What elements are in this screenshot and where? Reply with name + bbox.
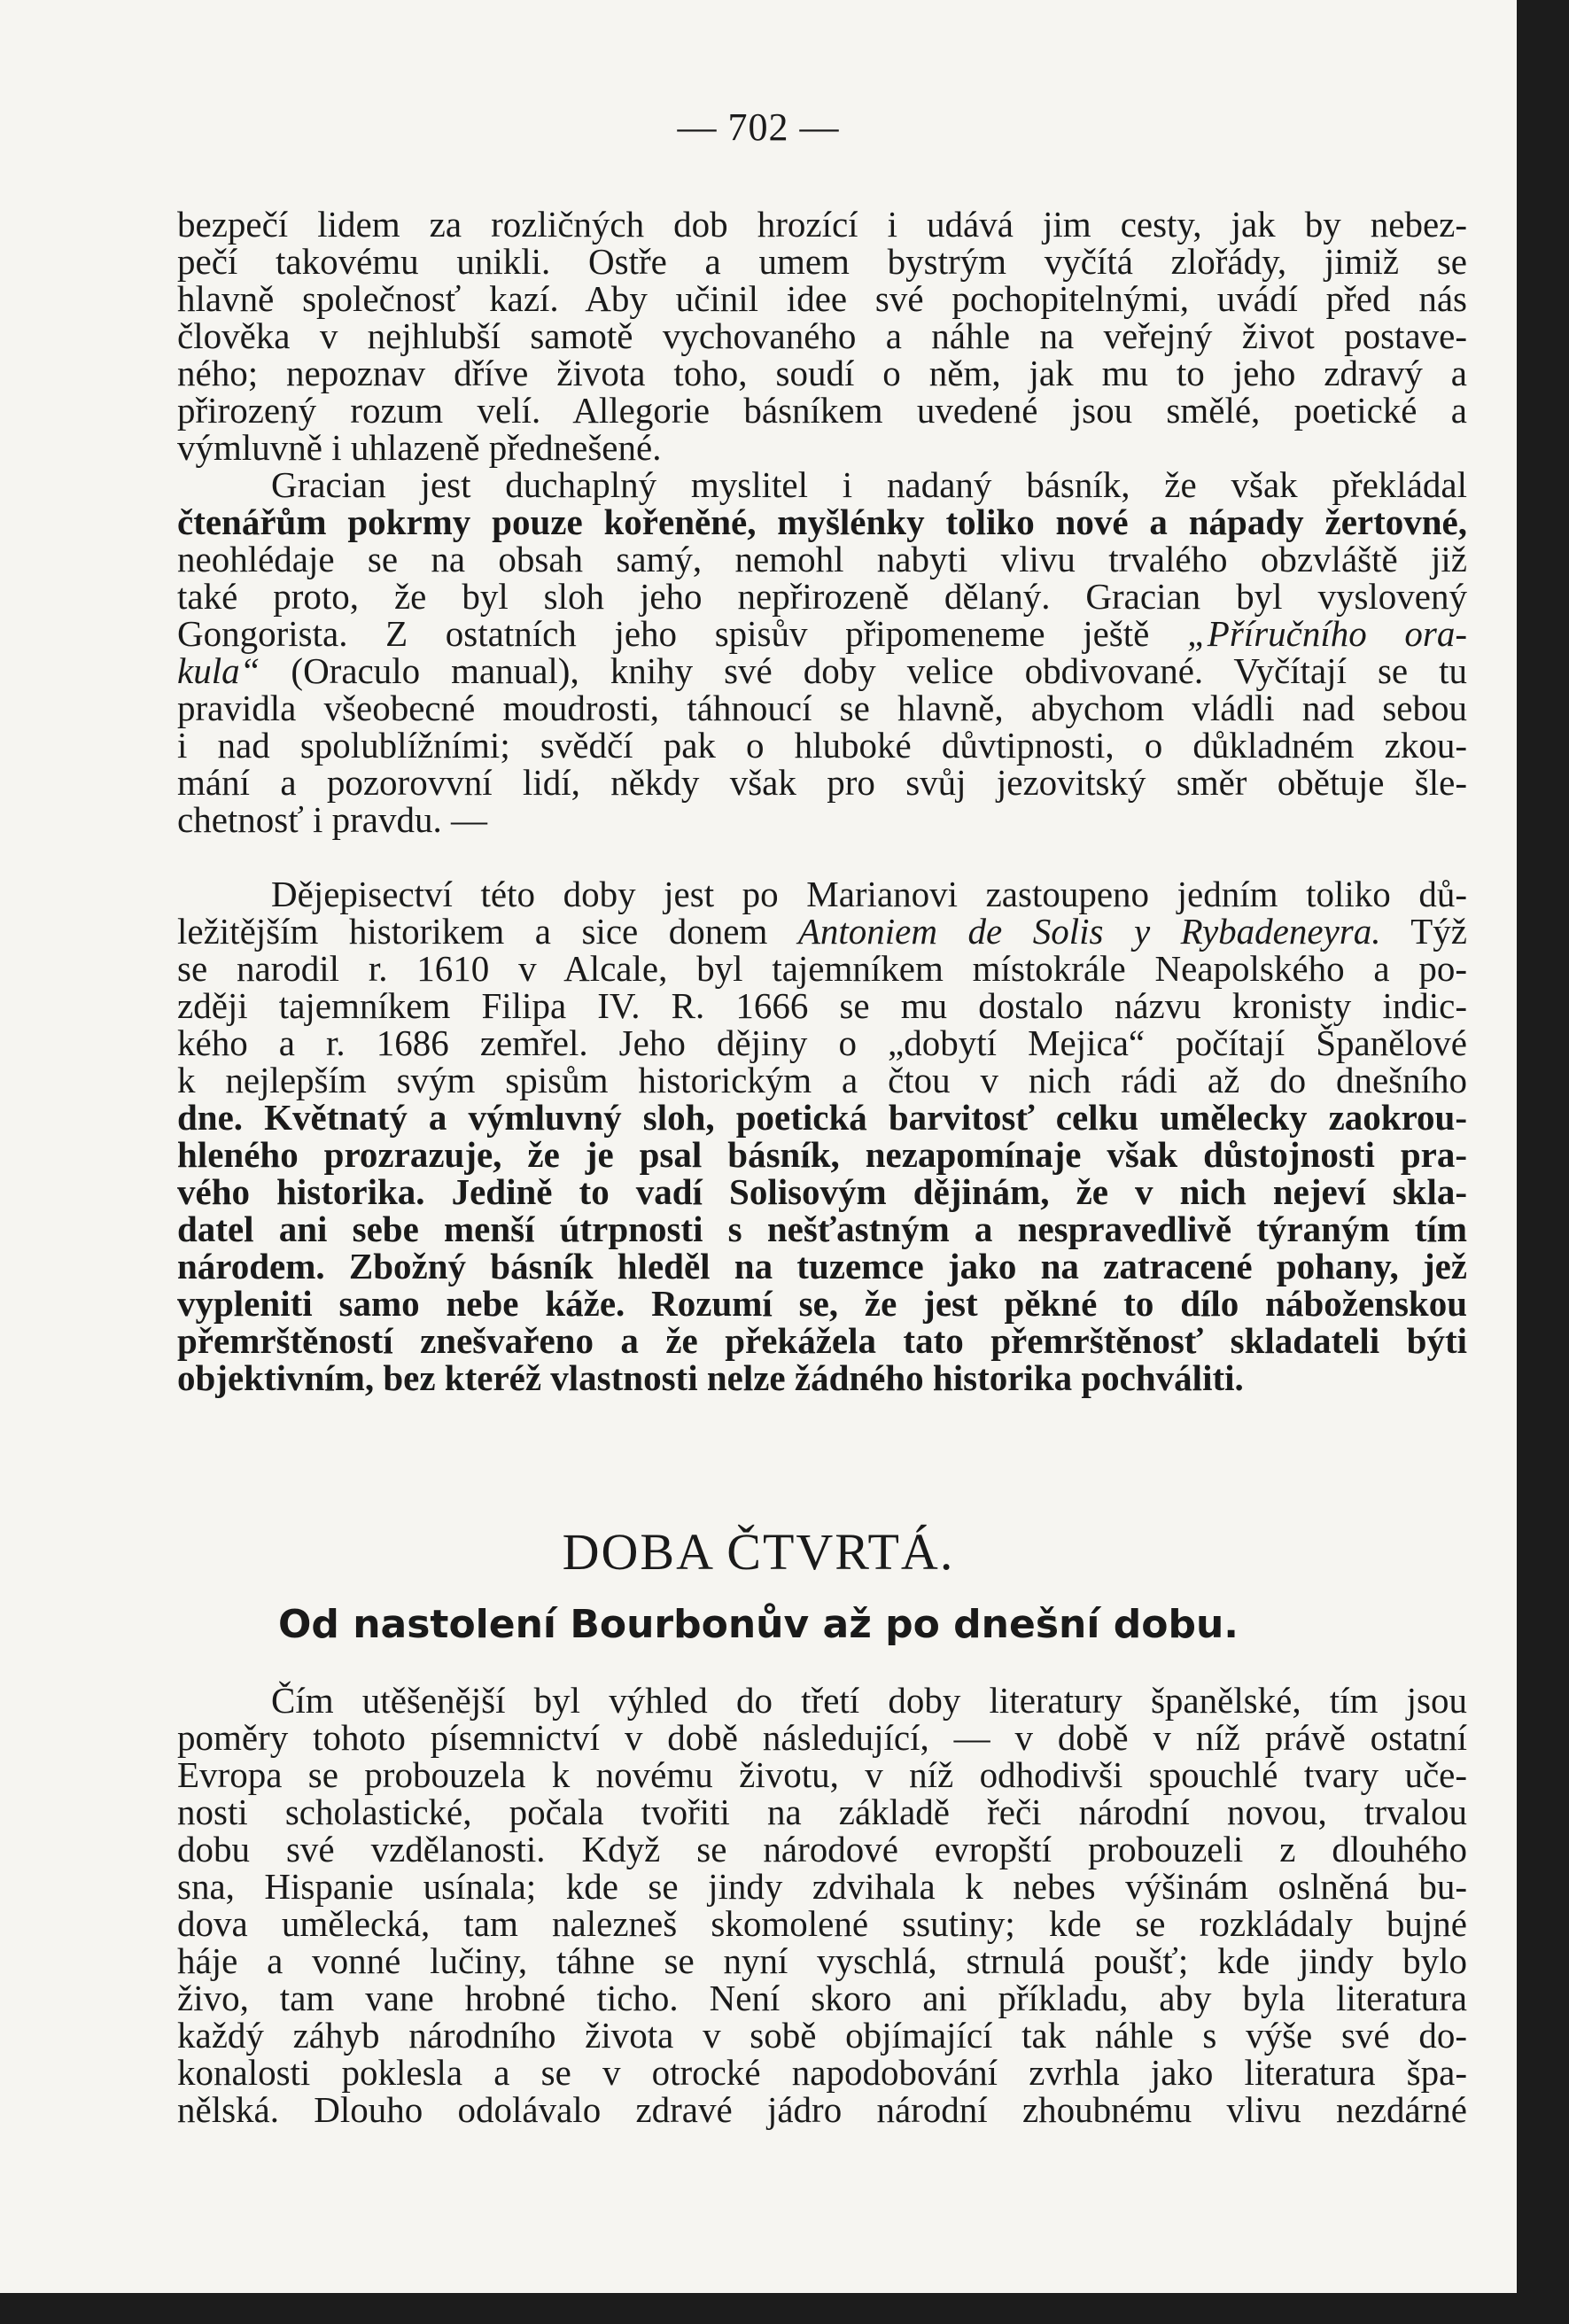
text-line: dne. Květnatý a výmluvný sloh, poetická barvitosť celku umělecky zaokrou- <box>177 1097 1467 1138</box>
text-line: živo, tam vane hrobné ticho. Není skoro ani příkladu, aby byla literatura <box>177 1978 1467 2018</box>
paragraph-solis <box>177 875 1467 1396</box>
text-line: pravidla všeobecné moudrosti, táhnoucí se hlavně, abychom vládli nad sebou <box>177 688 1467 728</box>
text-line: k nejlepším svým spisům historickým a čtou v nich rádi až do dnešního <box>177 1060 1467 1100</box>
text-line: vypleniti samo nebe káže. Rozumí se, že jest pěkné to dílo náboženskou <box>177 1283 1467 1324</box>
text-line <box>177 913 1467 950</box>
text-line: i nad spolublížními; svědčí pak o hluboké důvtipnosti, o důkladném zkou- <box>177 725 1467 766</box>
chapter-title: DOBA ČTVRTÁ. <box>562 1523 955 1581</box>
text-line: pečí takovému unikli. Ostře a umem bystrým vyčítá zlořády, jimiž se <box>177 241 1467 282</box>
text-run: (Oraculo manual), knihy své doby velice obdivované. Vyčítají se tu <box>291 650 1468 691</box>
text-line: Evropa se probouzela k novému životu, v níž odhodivši spouchlé tvary uče- <box>177 1754 1467 1795</box>
text-line: každý záhyb národního života v sobě objímající tak náhle s výše své do- <box>177 2015 1467 2056</box>
text-line: nělská. Dlouho odolávalo zdravé jádro národní zhoubnému vlivu nezdárné <box>177 2089 1467 2130</box>
text-line: chetnosť i pravdu. — <box>177 799 488 840</box>
text-line: dova umělecká, tam nalezneš skomolené ssutiny; kde se rozkládaly bujné <box>177 1903 1467 1944</box>
text-line: konalosti poklesla a se v otrocké napodobování zvrhla jako literatura špa- <box>177 2052 1467 2093</box>
text-line: přirozený rozum velí. Allegorie básníkem uvedené jsou smělé, poetické a <box>177 390 1467 431</box>
text-line: se narodil r. 1610 v Alcale, byl tajemníkem místokrále Neapolského a po- <box>177 948 1467 989</box>
text-line: také proto, že byl sloh jeho nepřirozeně dělaný. Gracian byl vyslovený <box>177 576 1467 617</box>
text-line: hlavně společnosť kazí. Aby učinil idee své pochopitelnými, uvádí před nás <box>177 278 1467 319</box>
text-line: objektivním, bez kteréž vlastnosti nelze žádného historika pochváliti. <box>177 1357 1244 1398</box>
chapter-subtitle: Od nastolení Bourbonův až po dnešní dobu. <box>278 1602 1239 1647</box>
paragraph-gracian <box>177 466 1467 838</box>
text-line: hleného prozrazuje, že je psal básník, nezapomínaje však důstojnosti pra- <box>177 1134 1467 1175</box>
book-title-italic: kula“ <box>177 650 260 691</box>
book-title-italic: „Příručního ora- <box>1187 613 1467 654</box>
text-line: čtenářům pokrmy pouze kořeněné, myšlénky toliko nové a nápady žertovné, <box>177 501 1467 542</box>
text-line: Gracian jest duchaplný myslitel i nadaný básník, že však překládal <box>271 464 1467 505</box>
text-line: dobu své vzdělanosti. Když se národové evropští probouzeli z dlouhého <box>177 1829 1467 1869</box>
page-number: — 702 — <box>677 105 840 149</box>
scan-border-bottom <box>0 2293 1569 2324</box>
text-run: ležitějším historikem a sice donem <box>177 911 768 952</box>
text-line: háje a vonné lučiny, táhne se nyní vyschlá, strnulá poušť; kde jindy bylo <box>177 1940 1467 1981</box>
text-line: ného; nepoznav dříve života toho, soudí o něm, jak mu to jeho zdravý a <box>177 353 1467 393</box>
text-line: kého a r. 1686 zemřel. Jeho dějiny o „dobytí Mejica“ počítají Španělové <box>177 1022 1467 1063</box>
text-line: vého historika. Jedině to vadí Solisovým dějinám, že v nich nejeví skla- <box>177 1171 1467 1212</box>
text-line <box>177 615 1467 652</box>
paragraph-continuation <box>177 206 1467 466</box>
text-line: bezpečí lidem za rozličných dob hrozící i udává jim cesty, jak by nebez- <box>177 204 1467 245</box>
text-line: přemrštěností znešvařeno a že překážela tato přemrštěnosť skladateli býti <box>177 1320 1467 1361</box>
text-line: datel ani sebe menší útrpnosti s nešťastným a nespravedlivě týraným tím <box>177 1209 1467 1249</box>
text-line: poměry tohoto písemnictví v době následující, — v době v níž právě ostatní <box>177 1717 1467 1758</box>
text-line: sna, Hispanie usínala; kde se jindy zdvihala k nebes výšinám oslněná bu- <box>177 1866 1467 1907</box>
text-line: Čím utěšenější byl výhled do třetí doby literatury španělské, tím jsou <box>271 1680 1467 1721</box>
text-line: mání a pozorovvní lidí, někdy však pro svůj jezovitský směr obětuje šle- <box>177 762 1467 803</box>
text-run: Gongorista. Z ostatních jeho spisův připomeneme ještě <box>177 613 1150 654</box>
text-line: zději tajemníkem Filipa IV. R. 1666 se mu dostalo názvu kronisty indic- <box>177 985 1467 1026</box>
text-line: člověka v nejhlubší samotě vychovaného a náhle na veřejný život postave- <box>177 315 1467 356</box>
scan-border-right <box>1517 0 1569 2324</box>
text-line: výmluvně i uhlazeně přednešené. <box>177 427 662 468</box>
text-line: nosti scholastické, počala tvořiti na základě řeči národní novou, trvalou <box>177 1792 1467 1832</box>
paragraph-chapter-opening <box>177 1682 1467 2128</box>
text-line: Dějepisectví této doby jest po Marianovi zastoupeno jedním toliko dů- <box>271 874 1467 914</box>
text-line: neohlédaje se na obsah samý, nemohl nabyti vlivu trvalého obzvláště již <box>177 539 1467 579</box>
text-line: národem. Zbožný básník hleděl na tuzemce jako na zatracené pohany, jež <box>177 1246 1467 1286</box>
text-run: Týž <box>1410 911 1468 952</box>
person-name-italic: Antoniem de Solis y Rybadeneyra. <box>797 911 1381 952</box>
text-line <box>177 652 1467 689</box>
